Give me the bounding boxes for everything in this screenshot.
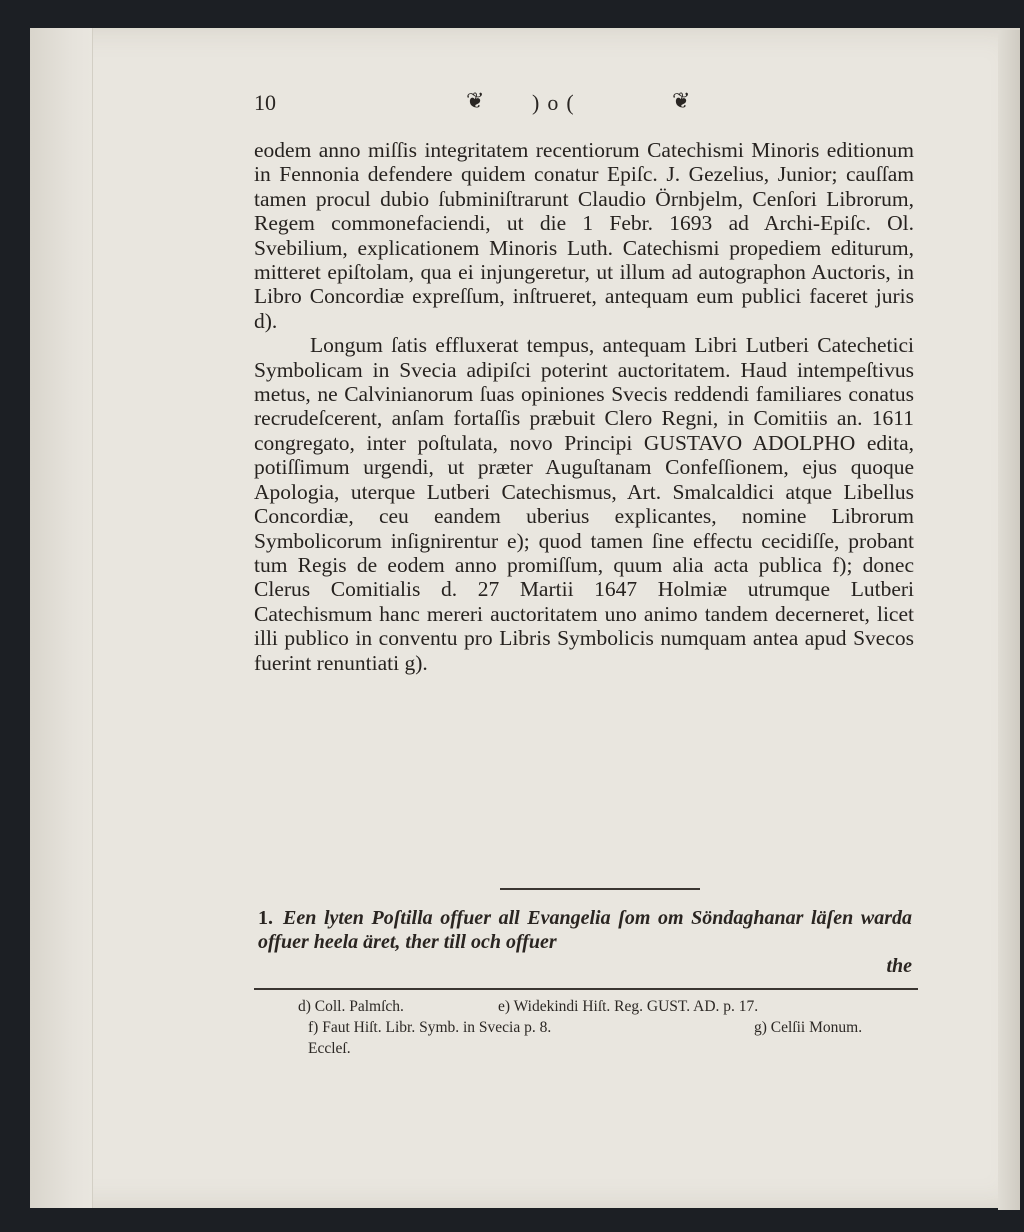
fleuron-right-icon: ❦	[672, 88, 691, 113]
footnote-rule	[254, 988, 918, 990]
page-header	[254, 90, 924, 120]
page-number: 10	[254, 90, 276, 115]
footnote-tail: Eccleſ.	[308, 1040, 351, 1057]
footnote-f: f) Faut Hiſt. Libr. Symb. in Svecia p. 8.	[308, 1019, 552, 1036]
footnote-e: e) Widekindi Hiſt. Reg. GUST. AD. p. 17.	[498, 998, 759, 1015]
text-separator-rule	[500, 888, 700, 890]
note-text: Een lyten Poſtilla offuer all Evangelia ſom om Söndaghanar läſen warda offuer heela äret, ther till och offuer	[258, 907, 912, 953]
footnote-d: d) Coll. Palmſch.	[298, 998, 404, 1015]
running-head: )o(	[532, 90, 582, 115]
inline-note	[258, 906, 912, 978]
paragraph-1: eodem anno miſſis integritatem recentiorum Catechismi Minoris editionum in Fennonia defendere quidem conatur Epiſc. J. Gezelius, Junior; cauſſam tamen procul dubio ſubminiſtrarunt Claudio Örnbjelm, Cenſori Librorum, Regem commonefaciendi, ut die 1 Febr. 1693 ad Archi-Epiſc. Ol. Svebilium, explicationem Minoris Luth. Catechismi propediem editurum, mitteret epiſtolam, qua ei injungeretur, ut illum ad autographon Auctoris, in Libro Concordiæ expreſſum, inſtrueret, antequam eum publici faceret juris d).	[254, 138, 914, 333]
page-left-margin	[30, 28, 93, 1208]
footnotes	[298, 996, 918, 1059]
footnote-g: g) Celſii Monum.	[754, 1019, 863, 1036]
catchword: the	[886, 955, 912, 977]
main-text	[254, 138, 914, 675]
fleuron-left-icon: ❦	[466, 88, 485, 113]
note-number: 1.	[258, 907, 273, 929]
page-right-edge	[998, 30, 1020, 1210]
paragraph-2: Longum ſatis effluxerat tempus, antequam Libri Lutberi Catechetici Symbolicam in Svecia adipiſci poterint auctoritatem. Haud intempeſtivus metus, ne Calvinianorum ſuas opiniones Svecis reddendi familiares conatus recrudeſcerent, anſam fortaſſis præbuit Clero Regni, in Comitiis an. 1611 congregato, inter poſtulata, novo Principi GUSTAVO ADOLPHO edita, potiſſimum urgendi, ut præter Auguſtanam Confeſſionem, ejus quoque Apologia, uterque Lutberi Catechismus, Art. Smalcaldici atque Libellus Concordiæ, ceu eandem uberius explicantes, nomine Librorum Symbolicorum inſignirentur e); quod tamen ſine effectu cecidiſſe, probant tum Regis de eodem anno promiſſum, quum alia acta publica f); donec Clerus Comitialis d. 27 Martii 1647 Holmiæ utrumque Lutberi Catechismum hanc mereri auctoritatem uno animo tandem decerneret, licet illi publico in conventu pro Libris Symbolicis numquam antea apud Svecos fuerint renuntiati g).	[254, 333, 914, 675]
